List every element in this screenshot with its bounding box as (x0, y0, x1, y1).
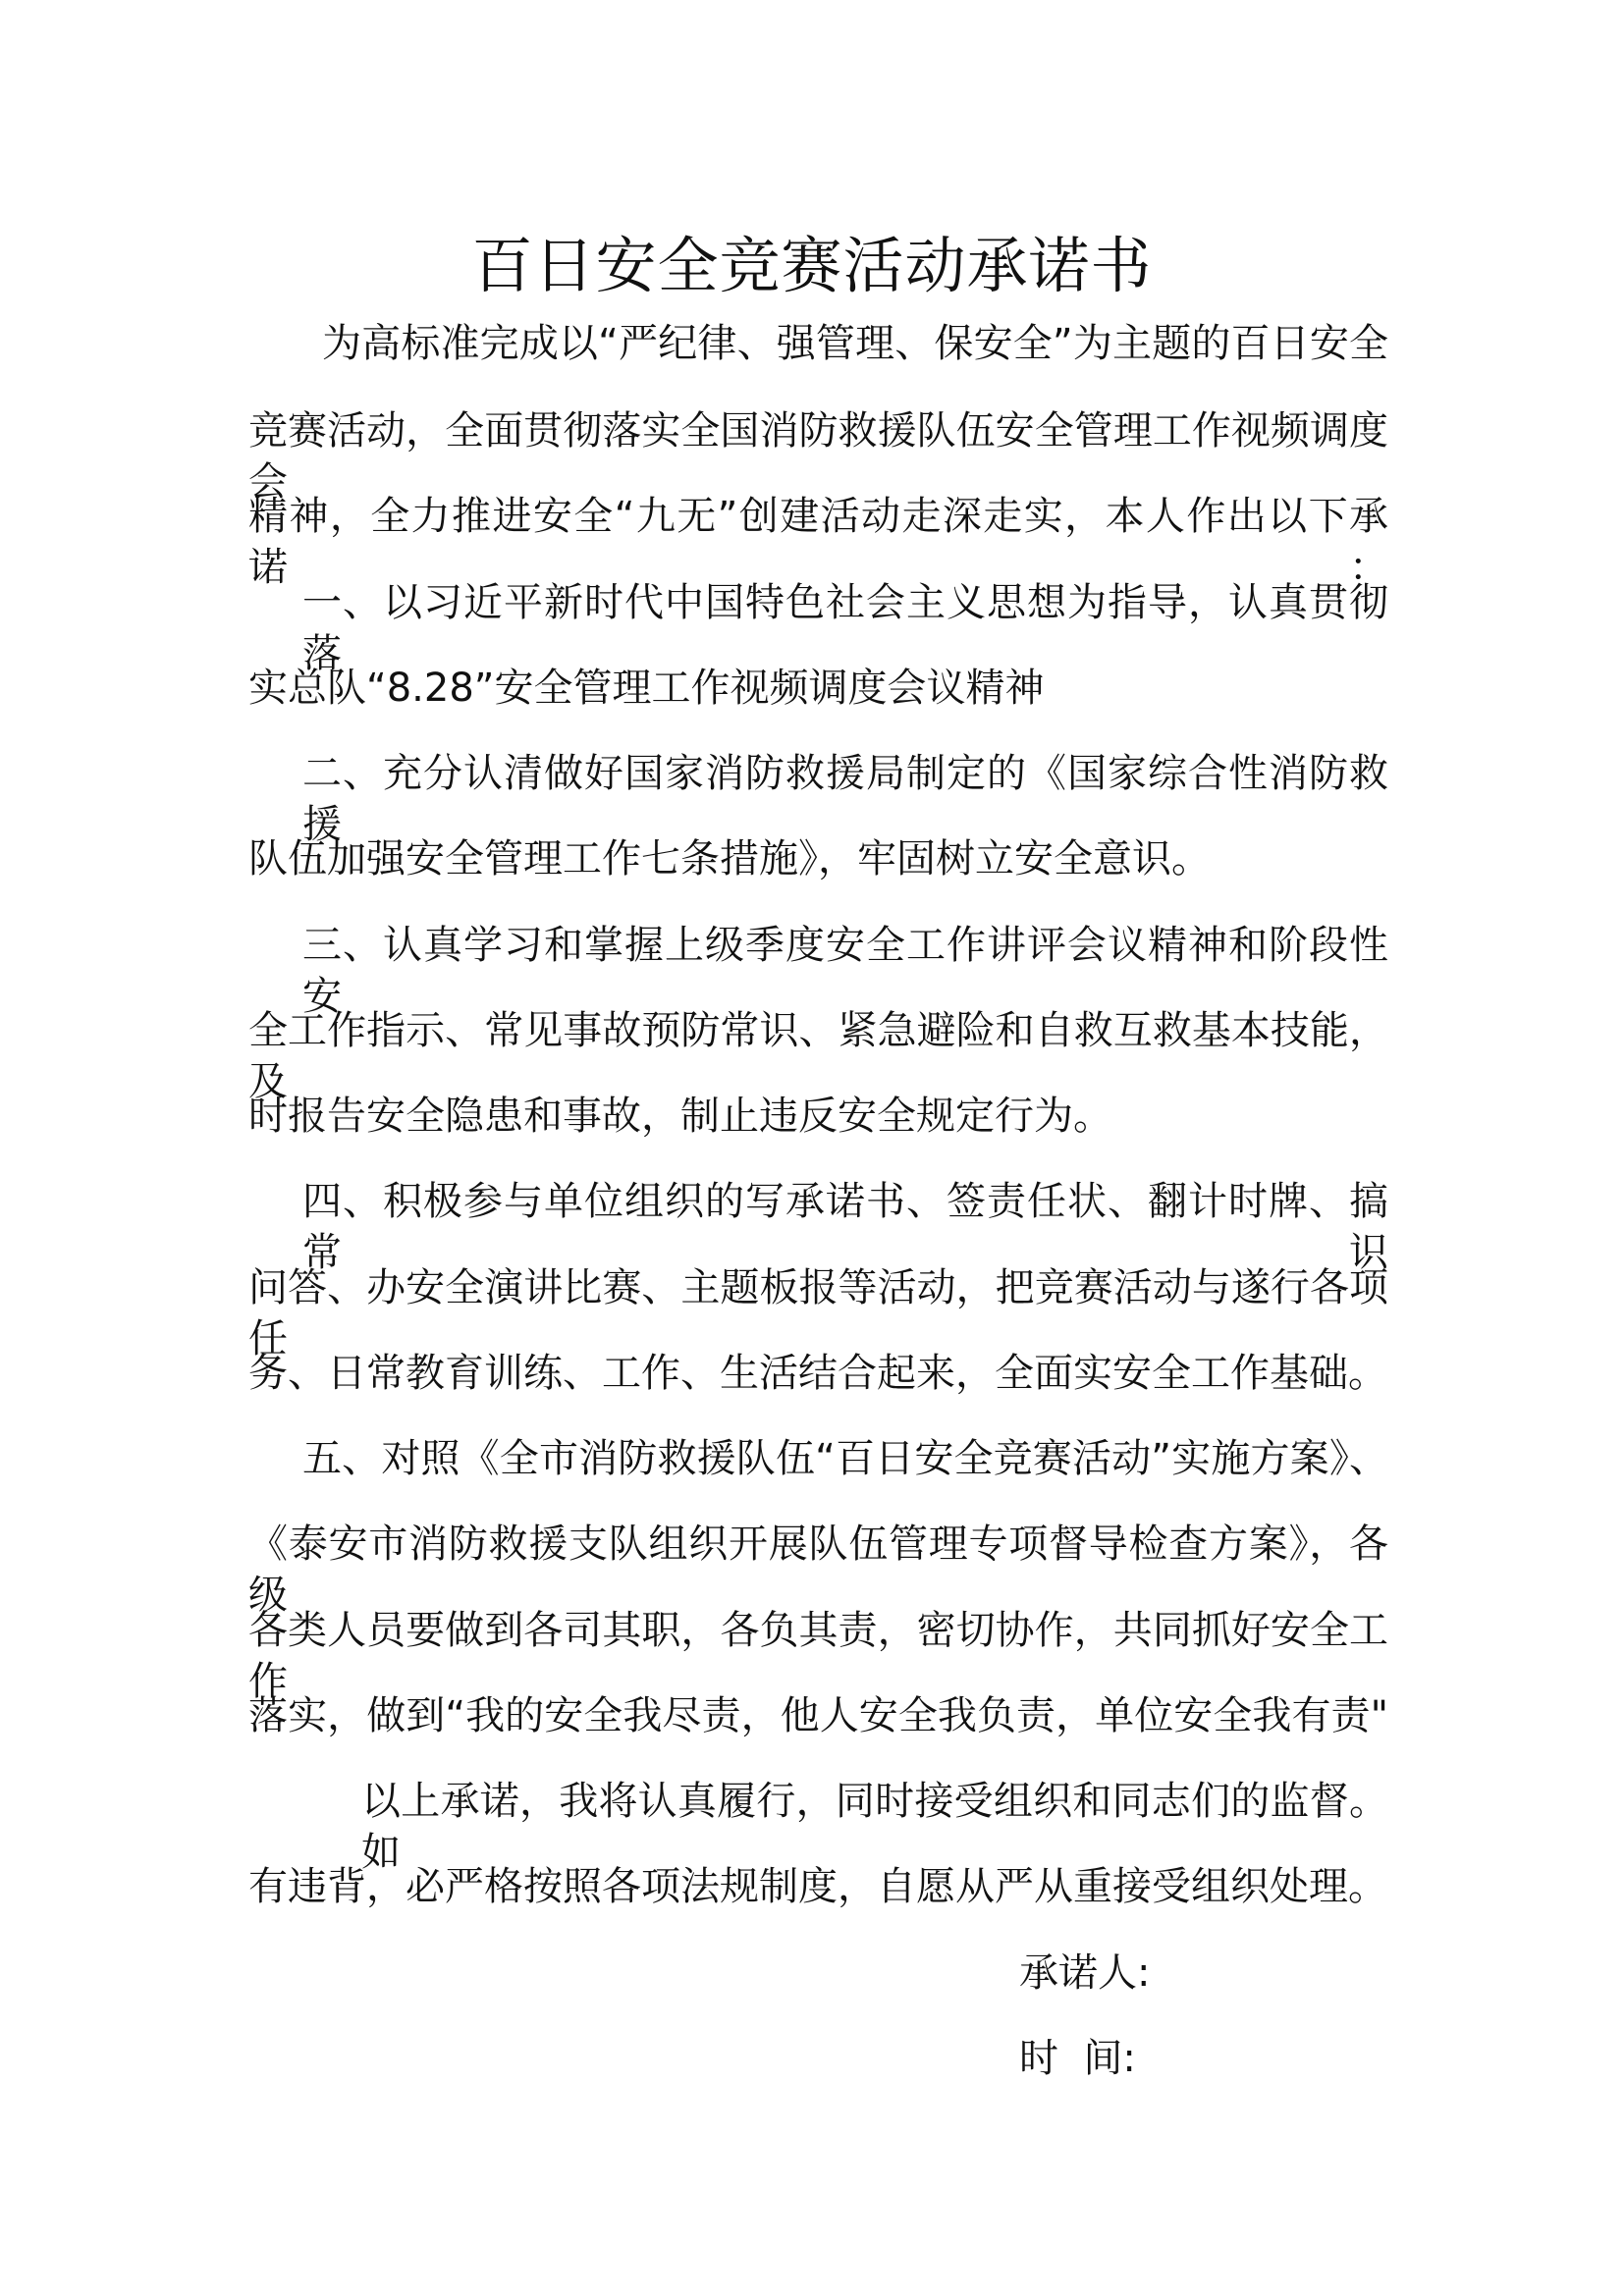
intro-line: 为高标准完成以“严纪律、强管理、保安全”为主题的百日安全 (322, 321, 1388, 366)
item-1-line: 一、以习近平新时代中国特色社会主义思想为指导，认真贯彻落 (302, 580, 1388, 676)
item-5-line: 五、对照《全市消防救援队伍“百日安全竞赛活动”实施方案》、 (302, 1436, 1388, 1481)
item-3-line: 三、认真学习和掌握上级季度安全工作讲评会议精神和阶段性安 (302, 923, 1388, 1019)
item-3-line: 时报告安全隐患和事故，制止违反安全规定行为。 (248, 1094, 1112, 1139)
time-label: 时 间: (1019, 2036, 1136, 2081)
item-1-line: 实总队“8.28”安全管理工作视频调度会议精神 (248, 666, 1045, 711)
intro-line: 精神，全力推进安全“九无”创建活动走深走实，本人作出以下承诺： (248, 494, 1388, 590)
promisor-label: 承诺人: (1019, 1950, 1151, 1996)
item-5-line: 落实，做到“我的安全我尽责，他人安全我负责，单位安全我有责" (248, 1693, 1388, 1738)
item-4-line: 务、日常教育训练、工作、生活结合起来，全面实安全工作基础。 (248, 1351, 1387, 1396)
item-4-line: 四、积极参与单位组织的写承诺书、签责任状、翻计时牌、搞常识 (302, 1179, 1388, 1275)
intro-line: 竞赛活动，全面贯彻落实全国消防救援队伍安全管理工作视频调度会 (248, 408, 1388, 505)
document-title: 百日安全竞赛活动承诺书 (471, 230, 1153, 301)
closing-line: 以上承诺，我将认真履行，同时接受组织和同志们的监督。如 (361, 1779, 1388, 1875)
item-5-line: 《泰安市消防救援支队组织开展队伍管理专项督导检查方案》，各级 (248, 1522, 1388, 1618)
item-5-line: 各类人员要做到各司其职，各负其责，密切协作，共同抓好安全工作 (248, 1608, 1388, 1704)
closing-line: 有违背，必严格按照各项法规制度，自愿从严从重接受组织处理。 (248, 1864, 1387, 1909)
item-3-line: 全工作指示、常见事故预防常识、紧急避险和自救互救基本技能，及 (248, 1008, 1388, 1104)
item-2-line: 二、充分认清做好国家消防救援局制定的《国家综合性消防救援 (302, 751, 1388, 847)
item-4-line: 问答、办安全演讲比赛、主题板报等活动，把竞赛活动与遂行各项任 (248, 1265, 1388, 1362)
item-2-line: 队伍加强安全管理工作七条措施》，牢固树立安全意识。 (248, 836, 1211, 881)
